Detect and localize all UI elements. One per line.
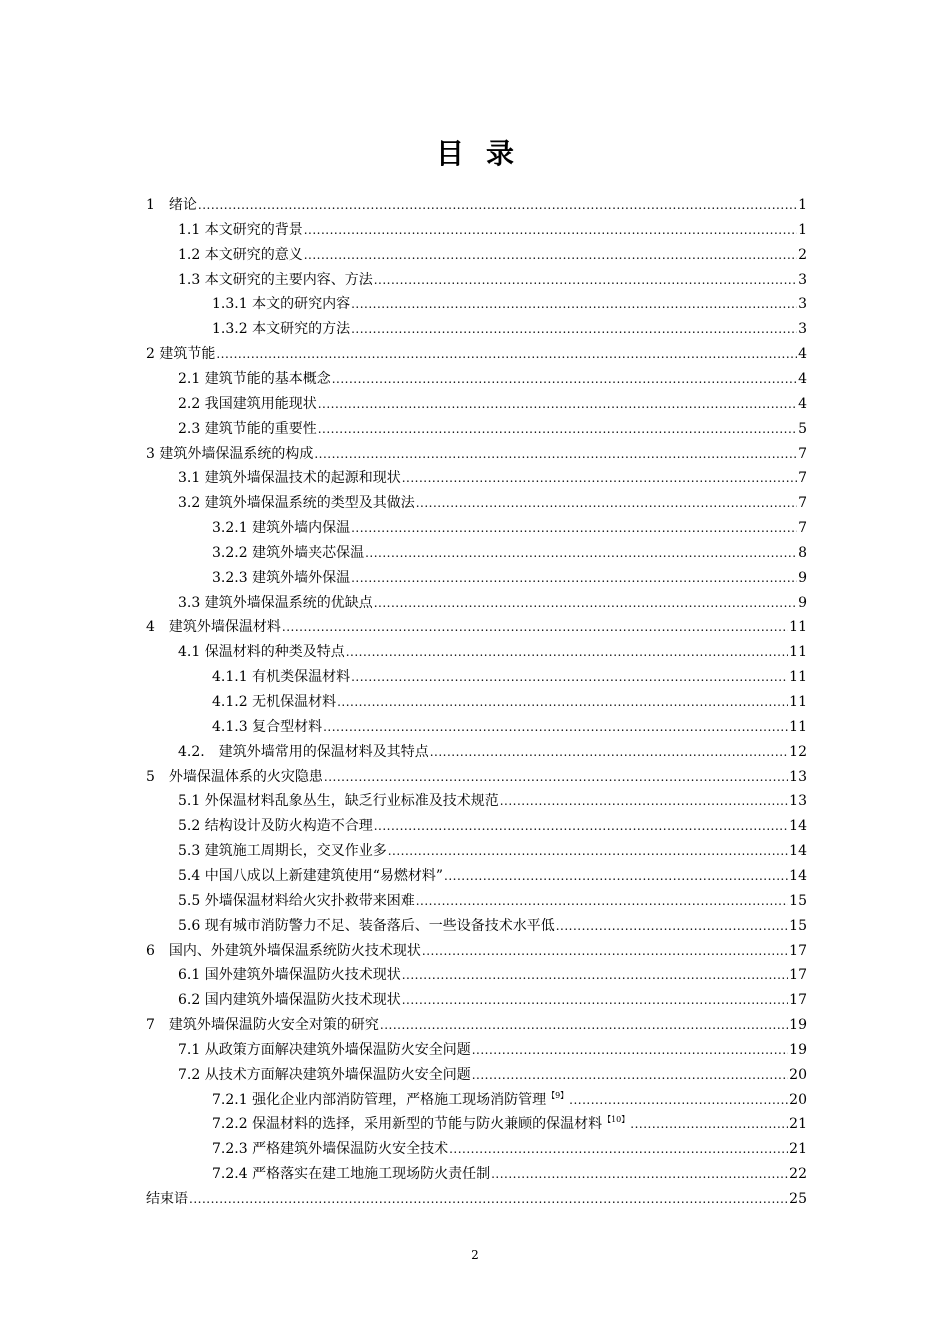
toc-entry[interactable]	[212, 1163, 807, 1185]
toc-entry-page: 7	[798, 445, 807, 462]
toc-leader-dots	[304, 219, 797, 241]
citation-reference: 【9】	[547, 1090, 569, 1100]
toc-leader-dots	[472, 1064, 788, 1086]
toc-leader-dots	[416, 890, 788, 912]
toc-entry-label	[178, 368, 331, 390]
toc-leader-dots	[449, 1138, 788, 1160]
toc-entry-title: 1.2 本文研究的意义	[178, 246, 303, 263]
toc-leader-dots	[374, 269, 797, 291]
toc-leader-dots	[569, 1089, 788, 1111]
toc-entry-page: 21	[789, 1141, 807, 1158]
toc-entry-title: 1.3.1 本文的研究内容	[212, 296, 351, 313]
toc-leader-dots	[332, 368, 797, 390]
toc-entry-page: 13	[789, 793, 807, 810]
toc-entry-label	[178, 1039, 471, 1061]
toc-leader-dots	[402, 467, 797, 489]
toc-entry-page: 3	[798, 271, 807, 288]
toc-entry[interactable]	[178, 641, 807, 663]
page-number: 2	[471, 1248, 479, 1262]
toc-entry[interactable]	[178, 592, 807, 614]
toc-leader-dots	[314, 443, 797, 465]
toc-entry-title: 3.3 建筑外墙保温系统的优缺点	[178, 594, 373, 611]
toc-entry-page: 25	[789, 1191, 807, 1207]
toc-entry-title: 2.3 建筑节能的重要性	[178, 420, 317, 437]
toc-entry[interactable]	[178, 790, 807, 812]
toc-leader-dots	[380, 1014, 788, 1036]
toc-entry-label	[212, 567, 350, 589]
toc-entry[interactable]	[146, 1188, 807, 1210]
toc-entry-title: 7.2 从技术方面解决建筑外墙保温防火安全问题	[178, 1066, 471, 1083]
toc-entry-page: 11	[789, 644, 807, 661]
toc-entry-page: 15	[789, 892, 807, 909]
toc-entry-label	[178, 840, 387, 862]
toc-entry[interactable]	[178, 741, 807, 763]
toc-entry[interactable]	[178, 492, 807, 514]
toc-entry-label	[212, 318, 350, 340]
toc-entry-label	[178, 393, 317, 415]
toc-entry-title: 结束语	[146, 1191, 188, 1207]
toc-leader-dots	[374, 815, 788, 837]
toc-leader-dots	[351, 517, 797, 539]
toc-entry-page: 11	[789, 619, 807, 636]
toc-entry[interactable]	[146, 443, 807, 465]
toc-entry-title: 6 国内、外建筑外墙保温系统防火技术现状	[146, 942, 421, 959]
toc-entry[interactable]	[178, 915, 807, 937]
toc-entry[interactable]	[212, 1113, 807, 1135]
toc-entry-page: 19	[789, 1041, 807, 1058]
toc-entry[interactable]	[212, 517, 807, 539]
toc-entry[interactable]	[178, 219, 807, 241]
toc-entry[interactable]	[178, 1039, 807, 1061]
toc-entry-page: 4	[798, 395, 807, 412]
toc-entry-title: 3.2.1 建筑外墙内保温	[212, 520, 351, 537]
toc-entry-label	[178, 219, 303, 241]
toc-entry-title: 4.1.2 无机保温材料	[212, 694, 337, 710]
toc-entry-label	[178, 467, 401, 489]
toc-entry[interactable]	[178, 890, 807, 912]
toc-entry[interactable]	[212, 691, 807, 713]
toc-entry-page: 11	[789, 694, 807, 710]
toc-entry-page: 12	[789, 743, 807, 760]
toc-entry[interactable]	[212, 666, 807, 688]
toc-entry-title: 3.1 建筑外墙保温技术的起源和现状	[178, 470, 401, 487]
toc-entry-label	[178, 641, 345, 663]
toc-entry-label	[212, 666, 350, 688]
toc-entry-title: 4.1.1 有机类保温材料	[212, 669, 351, 686]
toc-leader-dots	[318, 393, 797, 415]
toc-leader-dots	[323, 716, 788, 738]
toc-entry-label	[212, 691, 336, 713]
toc-entry[interactable]	[212, 318, 807, 340]
toc-entry[interactable]	[178, 865, 807, 887]
toc-leader-dots	[388, 840, 788, 862]
toc-entry-page: 7	[798, 495, 807, 512]
toc-leader-dots	[337, 691, 788, 713]
toc-leader-dots	[491, 1163, 788, 1185]
toc-leader-dots	[402, 964, 788, 986]
toc-entry-title: 5.6 现有城市消防警力不足、装备落后、一些设备技术水平低	[178, 917, 555, 934]
toc-leader-dots	[422, 940, 788, 962]
toc-entry-label	[178, 815, 373, 837]
toc-leader-dots	[304, 244, 797, 266]
toc-entry-page: 20	[789, 1091, 807, 1108]
toc-entry-label	[146, 616, 281, 638]
toc-entry-page: 19	[789, 1017, 807, 1034]
toc-entry-label	[212, 1163, 490, 1185]
toc-entry-title: 6.1 国外建筑外墙保温防火技术现状	[178, 967, 401, 984]
toc-entry-page: 7	[798, 470, 807, 487]
toc-entry-title: 5.1 外保温材料乱象丛生，缺乏行业标准及技术规范	[178, 793, 499, 810]
toc-leader-dots	[556, 915, 788, 937]
toc-leader-dots	[402, 989, 788, 1011]
toc-entry-label	[212, 1109, 629, 1135]
toc-entry-label	[178, 989, 401, 1011]
toc-leader-dots	[351, 666, 788, 688]
toc-leader-dots	[444, 865, 788, 887]
toc-entry-page: 4	[798, 370, 807, 387]
toc-entry-title: 5.4 中国八成以上新建建筑使用“易燃材料”	[178, 867, 444, 884]
toc-entry-page: 14	[789, 843, 807, 860]
toc-entry-page: 2	[798, 246, 807, 263]
toc-entry[interactable]	[212, 567, 807, 589]
toc-entry-page: 14	[789, 867, 807, 884]
toc-entry-label	[212, 1138, 448, 1160]
toc-entry-page: 20	[789, 1066, 807, 1083]
toc-entry-label	[212, 1085, 568, 1111]
toc-entry-page: 11	[789, 669, 807, 686]
toc-entry-label	[178, 865, 443, 887]
toc-entry-label	[212, 542, 364, 564]
toc-entry-title: 5.2 结构设计及防火构造不合理	[178, 818, 373, 835]
toc-entry-page: 7	[798, 520, 807, 537]
toc-entry-page: 1	[798, 221, 807, 238]
toc-entry-title: 3 建筑外墙保温系统的构成	[146, 445, 314, 462]
toc-leader-dots	[374, 592, 797, 614]
toc-entry-title: 1 绪论	[146, 197, 197, 213]
toc-entry-title: 5.5 外墙保温材料给火灾扑救带来困难	[178, 892, 415, 909]
toc-entry-page: 17	[789, 992, 807, 1009]
toc-entry[interactable]	[178, 244, 807, 266]
toc-entry[interactable]	[178, 368, 807, 390]
toc-leader-dots	[351, 293, 797, 315]
toc-entry[interactable]	[212, 542, 807, 564]
toc-entry[interactable]	[178, 989, 807, 1011]
toc-entry-page: 9	[798, 594, 807, 611]
toc-entry-title: 4.2. 建筑外墙常用的保温材料及其特点	[178, 743, 429, 760]
toc-entry[interactable]	[178, 467, 807, 489]
toc-entry-label	[178, 244, 303, 266]
toc-entry[interactable]	[212, 716, 807, 738]
toc-entry[interactable]	[178, 393, 807, 415]
toc-entry-title: 7.2.4 严格落实在建工地施工现场防火责任制	[212, 1166, 491, 1183]
toc-entry-title: 2.1 建筑节能的基本概念	[178, 370, 331, 387]
toc-entry-page: 22	[789, 1166, 807, 1183]
toc-entry[interactable]	[178, 964, 807, 986]
toc-leader-dots	[472, 1039, 788, 1061]
toc-leader-dots	[416, 492, 797, 514]
toc-entry-title: 4 建筑外墙保温材料	[146, 619, 281, 636]
toc-entry-title: 6.2 国内建筑外墙保温防火技术现状	[178, 992, 401, 1009]
toc-leader-dots	[430, 741, 788, 763]
toc-entry-title: 4.1 保温材料的种类及特点	[178, 644, 345, 661]
toc-entry-page: 9	[798, 569, 807, 586]
toc-entry-page: 1	[798, 197, 807, 213]
toc-entry-page: 11	[789, 718, 807, 735]
toc-entry-title: 7.2.1 强化企业内部消防管理，严格施工现场消防管理	[212, 1091, 547, 1108]
toc-entry-page: 3	[798, 296, 807, 313]
toc-entry-title: 1.1 本文研究的背景	[178, 221, 303, 238]
toc-entry-label	[178, 741, 429, 763]
toc-entry[interactable]	[146, 1014, 807, 1036]
toc-leader-dots	[351, 318, 797, 340]
toc-entry-title: 3.2.2 建筑外墙夹芯保温	[212, 544, 365, 561]
toc-entry-page: 8	[798, 544, 807, 561]
toc-entry-title: 7.1 从政策方面解决建筑外墙保温防火安全问题	[178, 1041, 471, 1058]
toc-entry-page: 5	[798, 420, 807, 437]
toc-entry[interactable]	[146, 940, 807, 962]
toc-entry-label	[146, 1188, 188, 1210]
toc-entry-label	[146, 1014, 379, 1036]
toc-entry-page: 15	[789, 917, 807, 934]
toc-entry-page: 4	[798, 346, 807, 363]
toc-entry-label	[146, 766, 323, 788]
toc-leader-dots	[351, 567, 797, 589]
toc-entry-title: 1.3.2 本文研究的方法	[212, 321, 351, 338]
toc-entry-title: 5 外墙保温体系的火灾隐患	[146, 768, 323, 785]
toc-entry-title: 5.3 建筑施工周期长，交叉作业多	[178, 843, 387, 860]
toc-entry-label	[178, 790, 499, 812]
toc-entry-page: 21	[789, 1116, 807, 1133]
toc-entry-label	[178, 890, 415, 912]
toc-entry-label	[178, 1064, 471, 1086]
toc-entry-label	[178, 592, 373, 614]
citation-reference: 【10】	[603, 1115, 630, 1125]
toc-entry-label	[146, 940, 421, 962]
toc-entry-label	[212, 716, 322, 738]
toc-entry-label	[178, 915, 555, 937]
page-title: 目录	[435, 137, 536, 170]
toc-entry[interactable]	[178, 840, 807, 862]
toc-entry-label	[146, 343, 215, 365]
toc-entry[interactable]	[178, 269, 807, 291]
toc-entry[interactable]	[178, 418, 807, 440]
toc-entry[interactable]	[212, 1089, 807, 1111]
toc-entry-label	[212, 293, 350, 315]
toc-entry-title: 7 建筑外墙保温防火安全对策的研究	[146, 1017, 379, 1034]
toc-leader-dots	[318, 418, 797, 440]
toc-entry-title: 2 建筑节能	[146, 346, 216, 363]
toc-entry-page: 3	[798, 321, 807, 338]
toc-entry-title: 3.2 建筑外墙保温系统的类型及其做法	[178, 495, 415, 512]
toc-leader-dots	[324, 766, 788, 788]
toc-entry-label	[178, 492, 415, 514]
toc-entry-title: 3.2.3 建筑外墙外保温	[212, 569, 351, 586]
toc-entry-label	[178, 964, 401, 986]
toc-entry[interactable]	[146, 194, 807, 216]
toc-entry-page: 17	[789, 967, 807, 984]
toc-entry-page: 13	[789, 768, 807, 785]
toc-entry[interactable]	[212, 293, 807, 315]
toc-entry-title: 4.1.3 复合型材料	[212, 718, 323, 735]
toc-entry[interactable]	[212, 1138, 807, 1160]
toc-entry[interactable]	[146, 616, 807, 638]
toc-entry-title: 1.3 本文研究的主要内容、方法	[178, 271, 373, 288]
toc-entry-title: 7.2.2 保温材料的选择，采用新型的节能与防火兼顾的保温材料	[212, 1116, 603, 1133]
toc-entry[interactable]	[146, 343, 807, 365]
toc-entry-page: 14	[789, 818, 807, 835]
toc-leader-dots	[189, 1188, 788, 1210]
toc-leader-dots	[198, 194, 797, 216]
toc-entry[interactable]	[146, 766, 807, 788]
toc-leader-dots	[346, 641, 788, 663]
toc-entry-label	[178, 418, 317, 440]
toc-entry[interactable]	[178, 815, 807, 837]
toc-leader-dots	[365, 542, 797, 564]
toc-leader-dots	[282, 616, 788, 638]
toc-entry-title: 2.2 我国建筑用能现状	[178, 395, 317, 412]
toc-entry[interactable]	[178, 1064, 807, 1086]
toc-entry-title: 7.2.3 严格建筑外墙保温防火安全技术	[212, 1141, 449, 1158]
toc-leader-dots	[216, 343, 797, 365]
toc-entry-label	[146, 194, 197, 216]
toc-entry-page: 17	[789, 942, 807, 959]
toc-entry-label	[146, 443, 313, 465]
toc-entry-label	[212, 517, 350, 539]
toc-leader-dots	[500, 790, 788, 812]
toc-entry-label	[178, 269, 373, 291]
toc-leader-dots	[630, 1113, 788, 1135]
